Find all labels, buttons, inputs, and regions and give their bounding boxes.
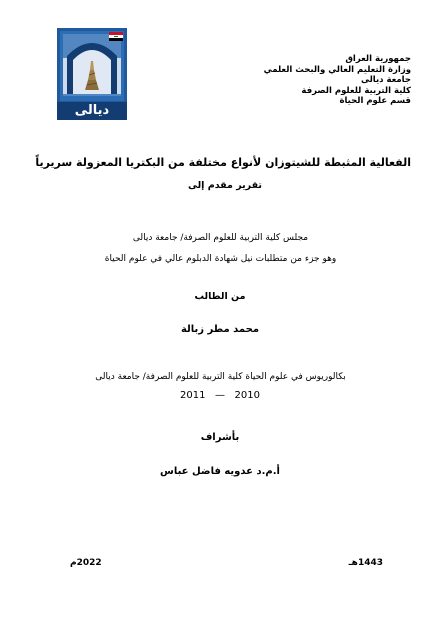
supervision-label: بأشراف: [200, 432, 240, 443]
document-title: الفعالية المثبطة للشيتوزان لأنواع مختلفة من البكتريا المعزولة سريرياً: [35, 156, 411, 169]
supervisor-name: أ.م.د عدويه فاضل عباس: [160, 466, 280, 477]
date-gregorian: 2022م: [70, 558, 102, 568]
logo-text: ديالى: [74, 103, 110, 118]
from-student-label: من الطالب: [194, 291, 246, 302]
student-name: محمد مطر زبالة: [180, 324, 260, 335]
requirement-line: وهو جزء من متطلبات نيل شهادة الدبلوم عالي في علوم الحياة: [104, 254, 337, 264]
date-hijri: 1443هـ: [348, 558, 383, 568]
institution-header: [211, 54, 411, 107]
report-label: تقرير مقدم إلى: [187, 180, 262, 191]
bachelor-line: بكالوريوس في علوم الحياة كلية التربية للعلوم الصرفة/ جامعة ديالى: [95, 372, 346, 382]
header-line-university: جامعة ديالى: [360, 75, 411, 85]
council-line: مجلس كلية التربية للعلوم الصرفة/ جامعة ديالى: [132, 233, 309, 243]
header-line-country: جمهورية العراق: [345, 54, 411, 64]
header-line-college: كلية التربية للعلوم الصرفة: [301, 85, 411, 96]
academic-years: 2011 — 2010: [180, 390, 260, 401]
university-logo: [57, 28, 127, 120]
header-line-ministry: وزارة التعليم العالي والبحث العلمي: [263, 64, 411, 75]
header-line-department: قسم علوم الحياة: [339, 96, 411, 106]
